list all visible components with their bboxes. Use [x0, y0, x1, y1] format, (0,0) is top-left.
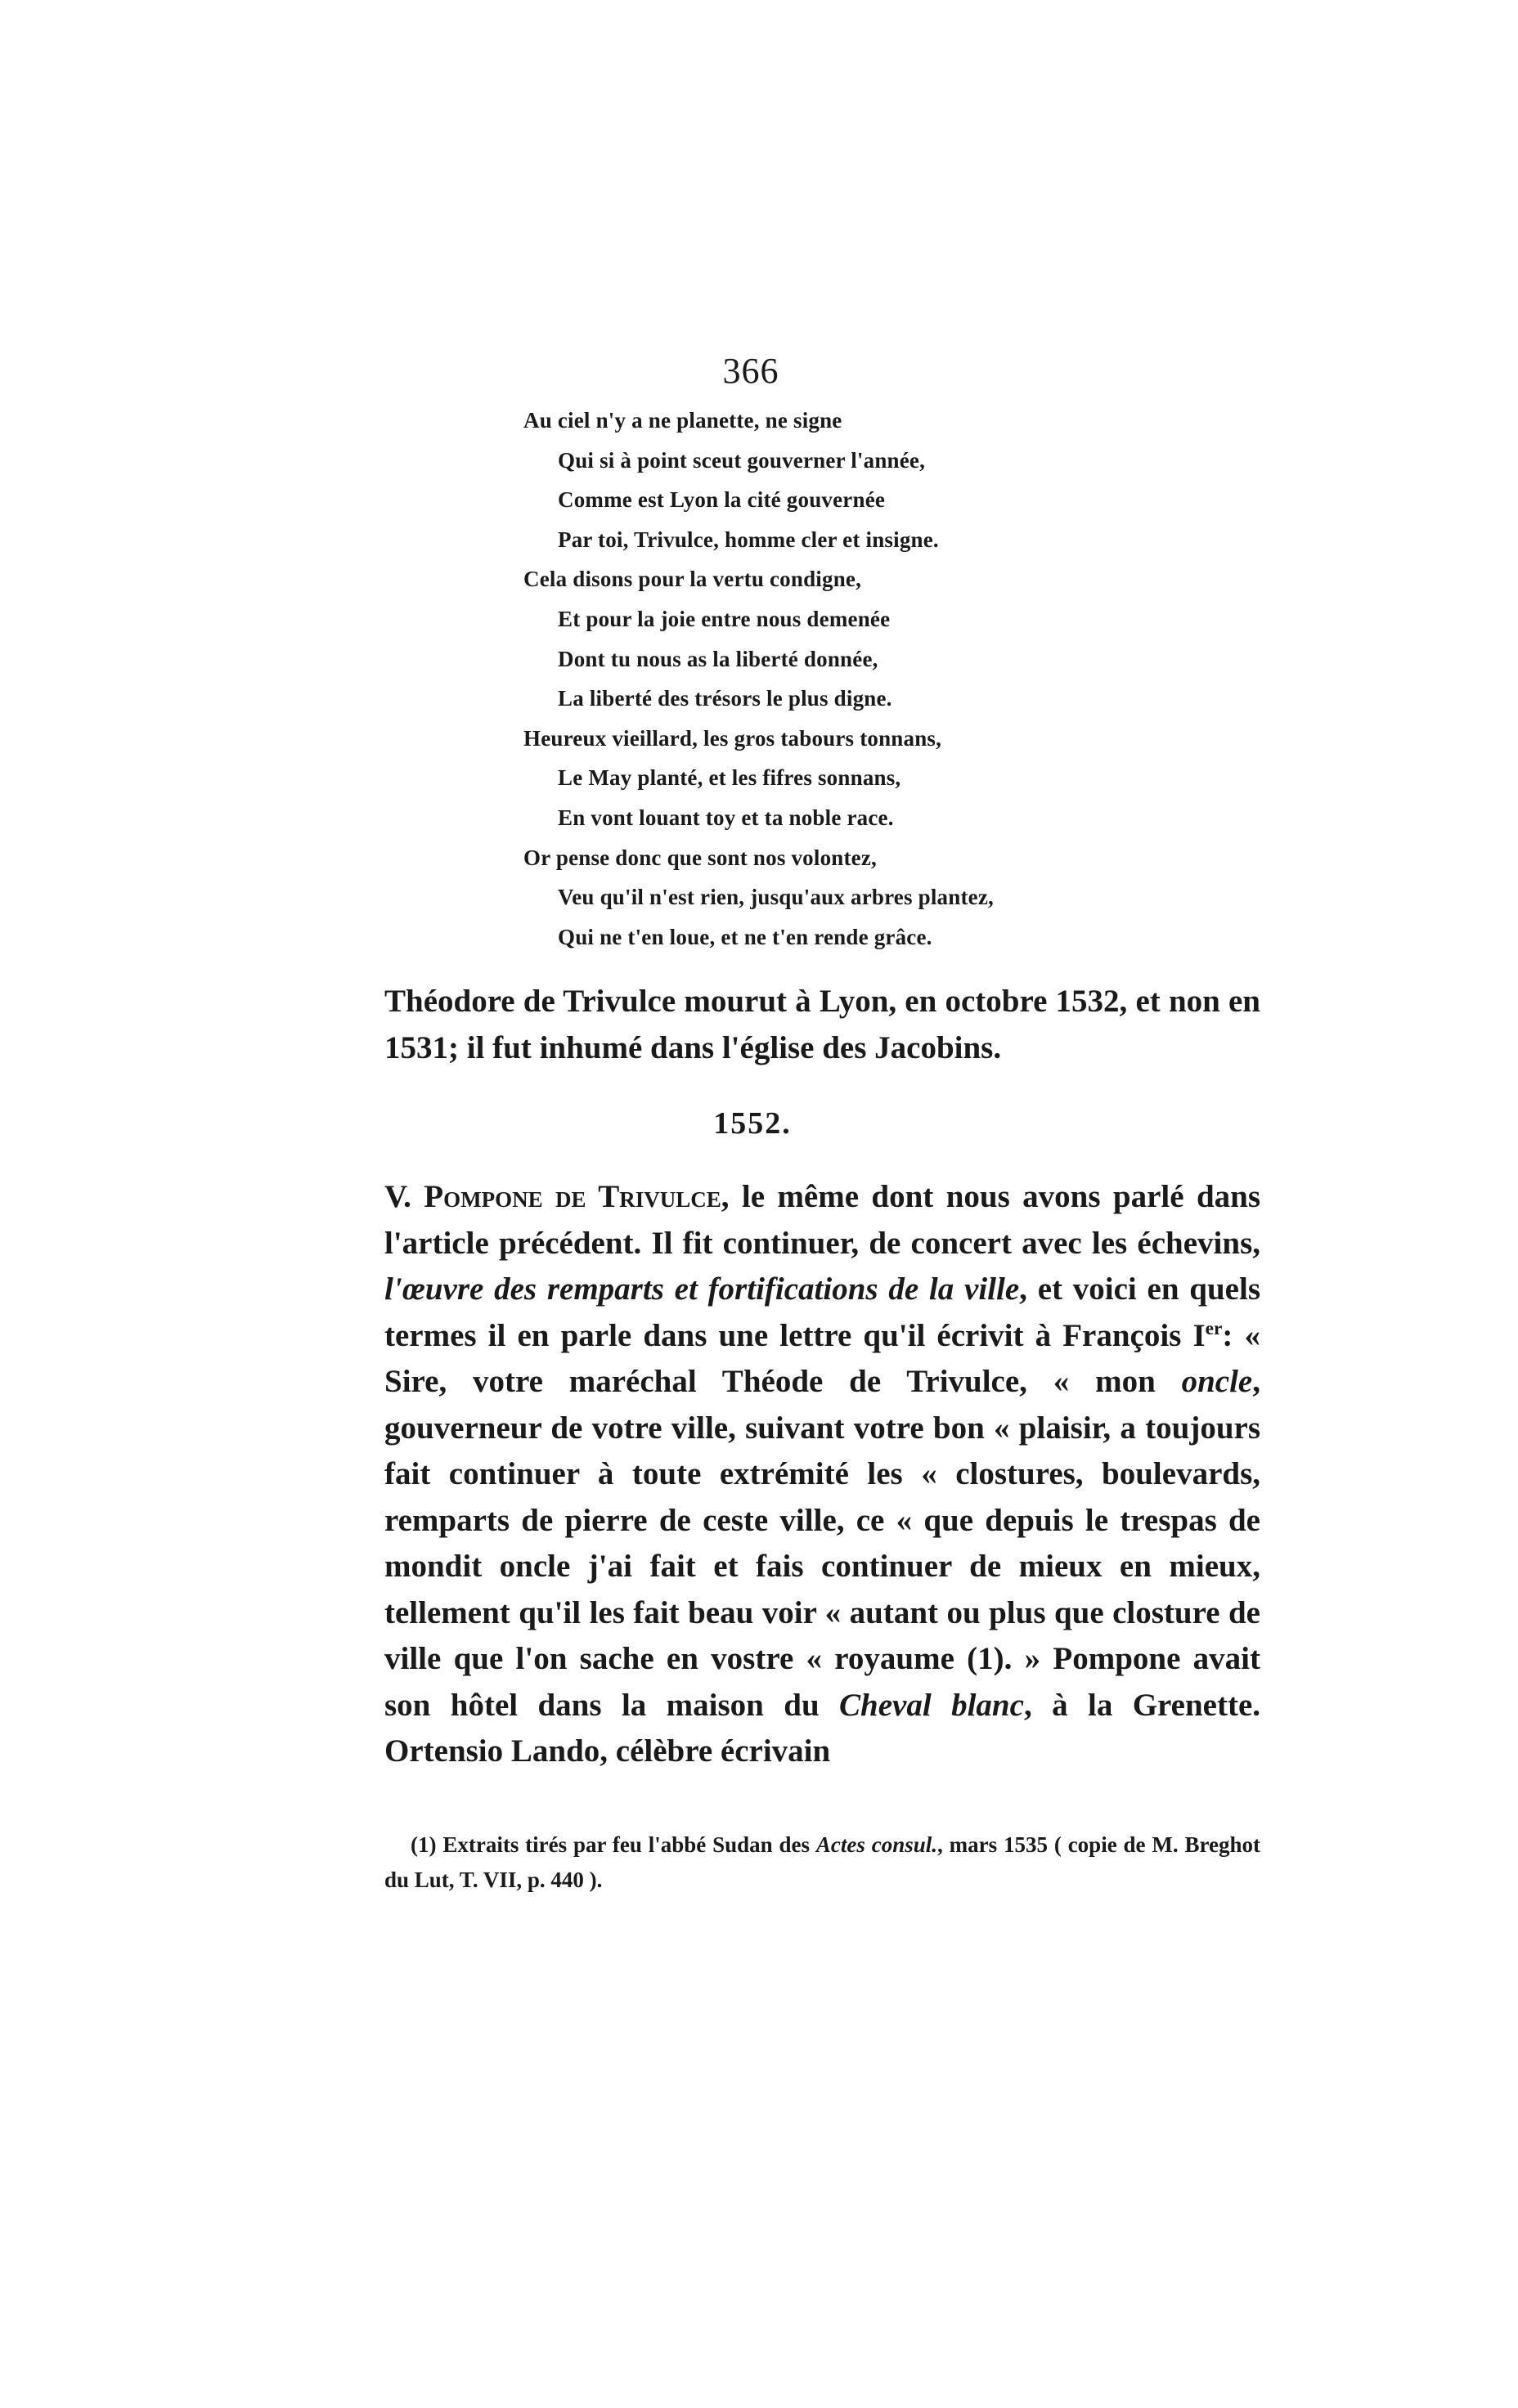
footnote-text: (1) Extraits tirés par feu l'abbé Sudan des: [411, 1832, 816, 1857]
footnote-text: , mars 1535 ( copie de M. Breghot du Lut, T. VII, p. 440 ).: [384, 1832, 1260, 1892]
section-numeral: V.: [384, 1179, 424, 1214]
footnote-italic: Actes consul.: [815, 1832, 938, 1857]
poem-line: Comme est Lyon la cité gouvernée: [558, 487, 886, 513]
paragraph-pompone: [384, 1174, 1260, 1775]
poem-line: Heureux vieillard, les gros tabours tonnans,: [523, 725, 942, 751]
poem-line: Qui ne t'en loue, et ne t'en rende grâce.: [558, 924, 932, 949]
poem: [523, 401, 994, 957]
text-segment: : « Sire, votre maréchal Théode de Trivulce, « mon: [384, 1317, 1260, 1399]
poem-line: Et pour la joie entre nous demenée: [558, 606, 891, 631]
poem-line: Qui si à point sceut gouverner l'année,: [558, 447, 926, 473]
poem-line: Le May planté, et les fifres sonnans,: [558, 765, 901, 791]
poem-line: Dont tu nous as la liberté donnée,: [558, 646, 878, 671]
italic-phrase: l'œuvre des remparts et fortifications de la ville: [384, 1271, 1020, 1307]
superscript: er: [1205, 1317, 1223, 1339]
text-segment: , gouverneur de votre ville, suivant votre bon « plaisir, a toujours fait continuer à toute extrémité les « clostures, boulevards, remparts de pierre de ceste ville, ce « que depuis le trespas de mondit oncle j'ai fait et fais continuer de mieux en mieux, tellement qu'il les fait beau voir « autant ou plus que closture de ville que l'on sache en vostre « royaume (1). » Pompone avait son hôtel dans la maison du: [384, 1364, 1260, 1723]
poem-line: Or pense donc que sont nos volontez,: [523, 845, 878, 870]
year-heading: 1552.: [713, 1106, 792, 1141]
italic-phrase: Cheval blanc: [839, 1687, 1024, 1723]
poem-line: La liberté des trésors le plus digne.: [558, 686, 892, 711]
poem-line: Au ciel n'y a ne planette, ne signe: [523, 408, 842, 433]
paragraph-trivulce-death: Théodore de Trivulce mourut à Lyon, en octobre 1532, et non en 1531; il fut inhumé dans l'église des Jacobins.: [384, 984, 1260, 1065]
text-segment: , et voici en quels termes il en parle dans une lettre qu'il écrivit à François I: [384, 1271, 1260, 1353]
italic-word: oncle: [1181, 1364, 1253, 1399]
footnote: [384, 1827, 1260, 1898]
person-name: Pompone de Trivulce: [424, 1179, 721, 1214]
poem-line: Par toi, Trivulce, homme cler et insigne.: [558, 527, 939, 552]
text-segment: , le même dont nous avons parlé dans l'article précédent. Il fit continuer, de concert avec les échevins,: [384, 1179, 1261, 1261]
poem-line: Cela disons pour la vertu condigne,: [523, 567, 862, 592]
poem-line: En vont louant toy et ta noble race.: [558, 805, 894, 830]
text-segment: , à la Grenette. Ortensio Lando, célèbre écrivain: [384, 1687, 1260, 1769]
page-number: 366: [722, 351, 779, 391]
poem-line: Veu qu'il n'est rien, jusqu'aux arbres plantez,: [558, 885, 994, 910]
